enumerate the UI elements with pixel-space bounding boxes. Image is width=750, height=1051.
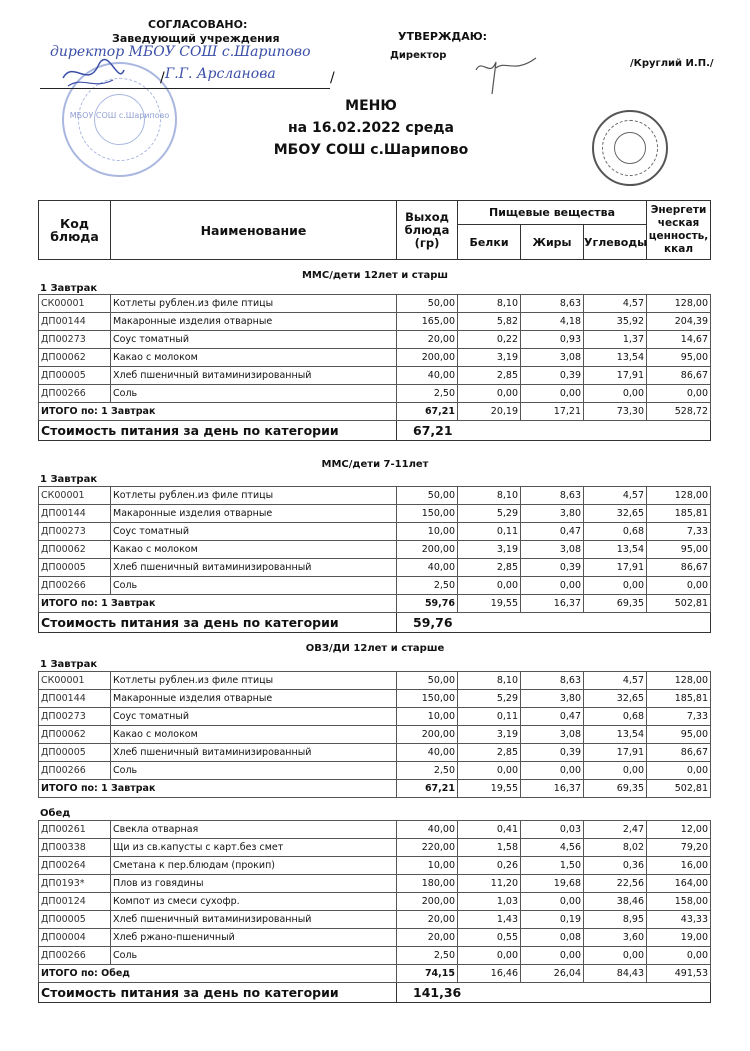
table-row <box>39 875 711 893</box>
dish-output: 40,00 <box>397 821 458 839</box>
total-output: 67,21 <box>397 403 458 421</box>
dish-name: Соус томатный <box>111 331 397 349</box>
table-row <box>39 349 711 367</box>
menu-table <box>38 486 711 633</box>
carbs: 0,00 <box>584 385 647 403</box>
total-row <box>39 595 711 613</box>
dish-output: 10,00 <box>397 708 458 726</box>
approver-position-left: Заведующий учреждения <box>112 32 280 45</box>
sig-slash: / <box>160 70 165 86</box>
dish-name: Соль <box>111 762 397 780</box>
fats: 3,80 <box>521 690 584 708</box>
dish-name: Хлеб пшеничный витаминизированный <box>111 744 397 762</box>
dish-code: ДП00062 <box>39 726 111 744</box>
dish-output: 40,00 <box>397 744 458 762</box>
energy: 86,67 <box>647 744 711 762</box>
signature-right-icon <box>470 48 540 98</box>
dish-name: Хлеб ржано-пшеничный <box>111 929 397 947</box>
table-row <box>39 839 711 857</box>
energy: 16,00 <box>647 857 711 875</box>
fats: 0,39 <box>521 559 584 577</box>
table-row <box>39 487 711 505</box>
total-proteins: 19,55 <box>458 595 521 613</box>
menu-table <box>38 671 711 798</box>
proteins: 0,11 <box>458 708 521 726</box>
proteins: 0,41 <box>458 821 521 839</box>
dish-code: ДП00005 <box>39 367 111 385</box>
dish-name: Макаронные изделия отварные <box>111 313 397 331</box>
table-row <box>39 559 711 577</box>
total-output: 67,21 <box>397 780 458 798</box>
dish-name: Сметана к пер.блюдам (прокип) <box>111 857 397 875</box>
fats: 3,08 <box>521 541 584 559</box>
carbs: 1,37 <box>584 331 647 349</box>
dish-output: 50,00 <box>397 295 458 313</box>
energy: 128,00 <box>647 487 711 505</box>
energy: 43,33 <box>647 911 711 929</box>
dish-name: Компот из смеси сухофр. <box>111 893 397 911</box>
total-proteins: 19,55 <box>458 780 521 798</box>
energy: 7,33 <box>647 523 711 541</box>
dish-code: ДП0193* <box>39 875 111 893</box>
dish-output: 150,00 <box>397 505 458 523</box>
dish-code: ДП00273 <box>39 708 111 726</box>
proteins: 1,58 <box>458 839 521 857</box>
dish-output: 2,50 <box>397 762 458 780</box>
signature-left-icon <box>58 58 128 92</box>
table-row <box>39 672 711 690</box>
carbs: 3,60 <box>584 929 647 947</box>
energy: 0,00 <box>647 762 711 780</box>
dish-code: ДП00005 <box>39 744 111 762</box>
table-row <box>39 821 711 839</box>
carbs: 0,68 <box>584 708 647 726</box>
col-nutrients: Пищевые вещества <box>458 201 647 225</box>
total-carbs: 69,35 <box>584 780 647 798</box>
dish-code: ДП00266 <box>39 385 111 403</box>
proteins: 0,00 <box>458 577 521 595</box>
approval-heading-left: СОГЛАСОВАНО: <box>148 18 248 31</box>
fats: 0,47 <box>521 708 584 726</box>
menu-table <box>38 294 711 441</box>
carbs: 8,95 <box>584 911 647 929</box>
table-row <box>39 929 711 947</box>
dish-output: 20,00 <box>397 929 458 947</box>
carbs: 17,91 <box>584 559 647 577</box>
dish-output: 50,00 <box>397 672 458 690</box>
dish-output: 200,00 <box>397 541 458 559</box>
total-fats: 17,21 <box>521 403 584 421</box>
proteins: 2,85 <box>458 367 521 385</box>
category-heading: ОВЗ/ДИ 12лет и старше <box>305 643 445 654</box>
carbs: 13,54 <box>584 726 647 744</box>
energy: 86,67 <box>647 367 711 385</box>
table-row <box>39 505 711 523</box>
dish-code: ДП00005 <box>39 559 111 577</box>
menu-date: на 16.02.2022 среда <box>287 120 454 136</box>
proteins: 0,00 <box>458 947 521 965</box>
energy: 185,81 <box>647 505 711 523</box>
dish-code: ДП00261 <box>39 821 111 839</box>
col-code: Код блюда <box>39 201 111 260</box>
total-output: 59,76 <box>397 595 458 613</box>
col-name: Наименование <box>111 201 397 260</box>
energy: 14,67 <box>647 331 711 349</box>
dish-name: Соль <box>111 385 397 403</box>
carbs: 17,91 <box>584 367 647 385</box>
col-energy: Энергети ческая ценность, ккал <box>647 201 711 260</box>
carbs: 35,92 <box>584 313 647 331</box>
dish-output: 40,00 <box>397 367 458 385</box>
total-proteins: 20,19 <box>458 403 521 421</box>
dish-name: Щи из св.капусты с карт.без смет <box>111 839 397 857</box>
dish-output: 20,00 <box>397 911 458 929</box>
fats: 8,63 <box>521 672 584 690</box>
table-row <box>39 331 711 349</box>
total-row <box>39 965 711 983</box>
carbs: 2,47 <box>584 821 647 839</box>
cost-value: 67,21 <box>397 421 711 441</box>
carbs: 4,57 <box>584 295 647 313</box>
fats: 4,56 <box>521 839 584 857</box>
dish-name: Соус томатный <box>111 523 397 541</box>
total-carbs: 73,30 <box>584 403 647 421</box>
cost-label: Стоимость питания за день по категории <box>39 983 397 1003</box>
total-row <box>39 780 711 798</box>
dish-name: Котлеты рублен.из филе птицы <box>111 487 397 505</box>
total-carbs: 69,35 <box>584 595 647 613</box>
dish-name: Макаронные изделия отварные <box>111 505 397 523</box>
carbs: 0,00 <box>584 947 647 965</box>
cost-value: 59,76 <box>397 613 711 633</box>
energy: 128,00 <box>647 672 711 690</box>
meal-heading: 1 Завтрак <box>40 659 98 670</box>
dish-output: 40,00 <box>397 559 458 577</box>
table-header <box>38 200 711 260</box>
total-label: ИТОГО по: 1 Завтрак <box>39 780 397 798</box>
carbs: 0,68 <box>584 523 647 541</box>
fats: 3,80 <box>521 505 584 523</box>
total-fats: 26,04 <box>521 965 584 983</box>
proteins: 0,11 <box>458 523 521 541</box>
dish-output: 20,00 <box>397 331 458 349</box>
dish-name: Котлеты рублен.из филе птицы <box>111 672 397 690</box>
fats: 0,39 <box>521 744 584 762</box>
table-row <box>39 577 711 595</box>
table-row <box>39 726 711 744</box>
dish-code: ДП00062 <box>39 349 111 367</box>
table-row <box>39 762 711 780</box>
dish-name: Какао с молоком <box>111 541 397 559</box>
energy: 79,20 <box>647 839 711 857</box>
dish-code: ДП00266 <box>39 947 111 965</box>
dish-code: ДП00144 <box>39 313 111 331</box>
table-row <box>39 295 711 313</box>
dish-name: Хлеб пшеничный витаминизированный <box>111 911 397 929</box>
fats: 0,47 <box>521 523 584 541</box>
proteins: 0,55 <box>458 929 521 947</box>
table-row <box>39 857 711 875</box>
energy: 95,00 <box>647 726 711 744</box>
fats: 1,50 <box>521 857 584 875</box>
energy: 7,33 <box>647 708 711 726</box>
total-label: ИТОГО по: Обед <box>39 965 397 983</box>
cost-row <box>39 983 711 1003</box>
dish-output: 200,00 <box>397 349 458 367</box>
dish-code: ДП00004 <box>39 929 111 947</box>
dish-code: ДП00338 <box>39 839 111 857</box>
total-row <box>39 403 711 421</box>
table-row <box>39 911 711 929</box>
proteins: 5,29 <box>458 690 521 708</box>
table-row <box>39 708 711 726</box>
dish-output: 165,00 <box>397 313 458 331</box>
dish-output: 10,00 <box>397 857 458 875</box>
dish-code: ДП00264 <box>39 857 111 875</box>
proteins: 3,19 <box>458 349 521 367</box>
total-energy: 502,81 <box>647 780 711 798</box>
total-energy: 528,72 <box>647 403 711 421</box>
dish-code: ДП00124 <box>39 893 111 911</box>
energy: 86,67 <box>647 559 711 577</box>
carbs: 22,56 <box>584 875 647 893</box>
proteins: 2,85 <box>458 559 521 577</box>
proteins: 11,20 <box>458 875 521 893</box>
carbs: 38,46 <box>584 893 647 911</box>
dish-output: 150,00 <box>397 690 458 708</box>
proteins: 8,10 <box>458 295 521 313</box>
dish-name: Котлеты рублен.из филе птицы <box>111 295 397 313</box>
menu-table <box>38 820 711 1003</box>
carbs: 4,57 <box>584 672 647 690</box>
dish-output: 200,00 <box>397 726 458 744</box>
cost-row <box>39 613 711 633</box>
carbs: 0,00 <box>584 762 647 780</box>
school-name: МБОУ СОШ с.Шарипово <box>273 142 469 158</box>
energy: 19,00 <box>647 929 711 947</box>
table-row <box>39 313 711 331</box>
fats: 19,68 <box>521 875 584 893</box>
dish-output: 180,00 <box>397 875 458 893</box>
meal-heading: Обед <box>40 808 71 819</box>
proteins: 1,03 <box>458 893 521 911</box>
total-energy: 491,53 <box>647 965 711 983</box>
fats: 0,00 <box>521 762 584 780</box>
carbs: 17,91 <box>584 744 647 762</box>
energy: 128,00 <box>647 295 711 313</box>
dish-code: СК00001 <box>39 295 111 313</box>
dish-output: 50,00 <box>397 487 458 505</box>
fats: 0,03 <box>521 821 584 839</box>
energy: 0,00 <box>647 947 711 965</box>
proteins: 1,43 <box>458 911 521 929</box>
carbs: 32,65 <box>584 690 647 708</box>
fats: 0,00 <box>521 577 584 595</box>
fats: 0,00 <box>521 947 584 965</box>
dish-name: Какао с молоком <box>111 349 397 367</box>
proteins: 3,19 <box>458 726 521 744</box>
director-name: /Круглий И.П./ <box>630 58 714 69</box>
total-carbs: 84,43 <box>584 965 647 983</box>
col-fats: Жиры <box>521 225 584 260</box>
table-row <box>39 744 711 762</box>
dish-code: ДП00062 <box>39 541 111 559</box>
dish-name: Хлеб пшеничный витаминизированный <box>111 367 397 385</box>
energy: 95,00 <box>647 349 711 367</box>
proteins: 5,29 <box>458 505 521 523</box>
approval-heading-right: УТВЕРЖДАЮ: <box>398 30 488 43</box>
energy: 204,39 <box>647 313 711 331</box>
energy: 164,00 <box>647 875 711 893</box>
total-label: ИТОГО по: 1 Завтрак <box>39 595 397 613</box>
fats: 4,18 <box>521 313 584 331</box>
category-heading: ММС/дети 12лет и старш <box>301 270 449 281</box>
meal-heading: 1 Завтрак <box>40 474 98 485</box>
fats: 8,63 <box>521 295 584 313</box>
handwritten-name: Г.Г. Арсланова <box>165 66 276 82</box>
total-output: 74,15 <box>397 965 458 983</box>
total-fats: 16,37 <box>521 780 584 798</box>
carbs: 0,36 <box>584 857 647 875</box>
table-row <box>39 385 711 403</box>
carbs: 8,02 <box>584 839 647 857</box>
dish-output: 220,00 <box>397 839 458 857</box>
fats: 8,63 <box>521 487 584 505</box>
dish-code: СК00001 <box>39 672 111 690</box>
table-row <box>39 690 711 708</box>
total-energy: 502,81 <box>647 595 711 613</box>
dish-name: Макаронные изделия отварные <box>111 690 397 708</box>
proteins: 3,19 <box>458 541 521 559</box>
proteins: 2,85 <box>458 744 521 762</box>
carbs: 0,00 <box>584 577 647 595</box>
dish-name: Плов из говядины <box>111 875 397 893</box>
proteins: 0,00 <box>458 762 521 780</box>
meal-heading: 1 Завтрак <box>40 283 98 294</box>
fats: 0,93 <box>521 331 584 349</box>
col-carbs: Углеводы <box>584 225 647 260</box>
dish-name: Соус томатный <box>111 708 397 726</box>
dish-code: ДП00273 <box>39 331 111 349</box>
dish-name: Хлеб пшеничный витаминизированный <box>111 559 397 577</box>
carbs: 4,57 <box>584 487 647 505</box>
dish-name: Соль <box>111 947 397 965</box>
total-label: ИТОГО по: 1 Завтрак <box>39 403 397 421</box>
fats: 0,39 <box>521 367 584 385</box>
sig-slash: / <box>330 70 335 86</box>
proteins: 8,10 <box>458 487 521 505</box>
fats: 0,00 <box>521 893 584 911</box>
energy: 12,00 <box>647 821 711 839</box>
dish-output: 200,00 <box>397 893 458 911</box>
dish-code: ДП00266 <box>39 577 111 595</box>
col-proteins: Белки <box>458 225 521 260</box>
total-fats: 16,37 <box>521 595 584 613</box>
proteins: 0,22 <box>458 331 521 349</box>
cost-row <box>39 421 711 441</box>
dish-output: 2,50 <box>397 947 458 965</box>
total-proteins: 16,46 <box>458 965 521 983</box>
dish-name: Соль <box>111 577 397 595</box>
category-heading: ММС/дети 7-11лет <box>321 459 429 470</box>
table-row <box>39 893 711 911</box>
fats: 0,08 <box>521 929 584 947</box>
proteins: 8,10 <box>458 672 521 690</box>
energy: 95,00 <box>647 541 711 559</box>
proteins: 0,26 <box>458 857 521 875</box>
fats: 0,00 <box>521 385 584 403</box>
handwritten-position: директор МБОУ СОШ с.Шарипово <box>50 44 311 60</box>
signature-line <box>40 88 330 89</box>
energy: 0,00 <box>647 385 711 403</box>
energy: 185,81 <box>647 690 711 708</box>
dish-name: Свекла отварная <box>111 821 397 839</box>
dish-code: ДП00273 <box>39 523 111 541</box>
approver-position-right: Директор <box>390 50 447 61</box>
fats: 0,19 <box>521 911 584 929</box>
carbs: 32,65 <box>584 505 647 523</box>
energy: 158,00 <box>647 893 711 911</box>
dish-code: ДП00005 <box>39 911 111 929</box>
cost-label: Стоимость питания за день по категории <box>39 421 397 441</box>
fats: 3,08 <box>521 349 584 367</box>
cost-label: Стоимость питания за день по категории <box>39 613 397 633</box>
dish-code: ДП00266 <box>39 762 111 780</box>
proteins: 5,82 <box>458 313 521 331</box>
dish-code: ДП00144 <box>39 690 111 708</box>
table-row <box>39 367 711 385</box>
dish-output: 10,00 <box>397 523 458 541</box>
dish-name: Какао с молоком <box>111 726 397 744</box>
dish-output: 2,50 <box>397 385 458 403</box>
dish-code: ДП00144 <box>39 505 111 523</box>
table-row <box>39 541 711 559</box>
school-stamp-text: МБОУ СОШ с.Шарипово <box>69 111 170 120</box>
table-row <box>39 523 711 541</box>
proteins: 0,00 <box>458 385 521 403</box>
dish-output: 2,50 <box>397 577 458 595</box>
table-row <box>39 947 711 965</box>
energy: 0,00 <box>647 577 711 595</box>
carbs: 13,54 <box>584 541 647 559</box>
cost-value: 141,36 <box>397 983 711 1003</box>
fats: 3,08 <box>521 726 584 744</box>
carbs: 13,54 <box>584 349 647 367</box>
col-output: Выход блюда (гр) <box>397 201 458 260</box>
page-title: МЕНЮ <box>345 98 397 114</box>
dish-code: СК00001 <box>39 487 111 505</box>
